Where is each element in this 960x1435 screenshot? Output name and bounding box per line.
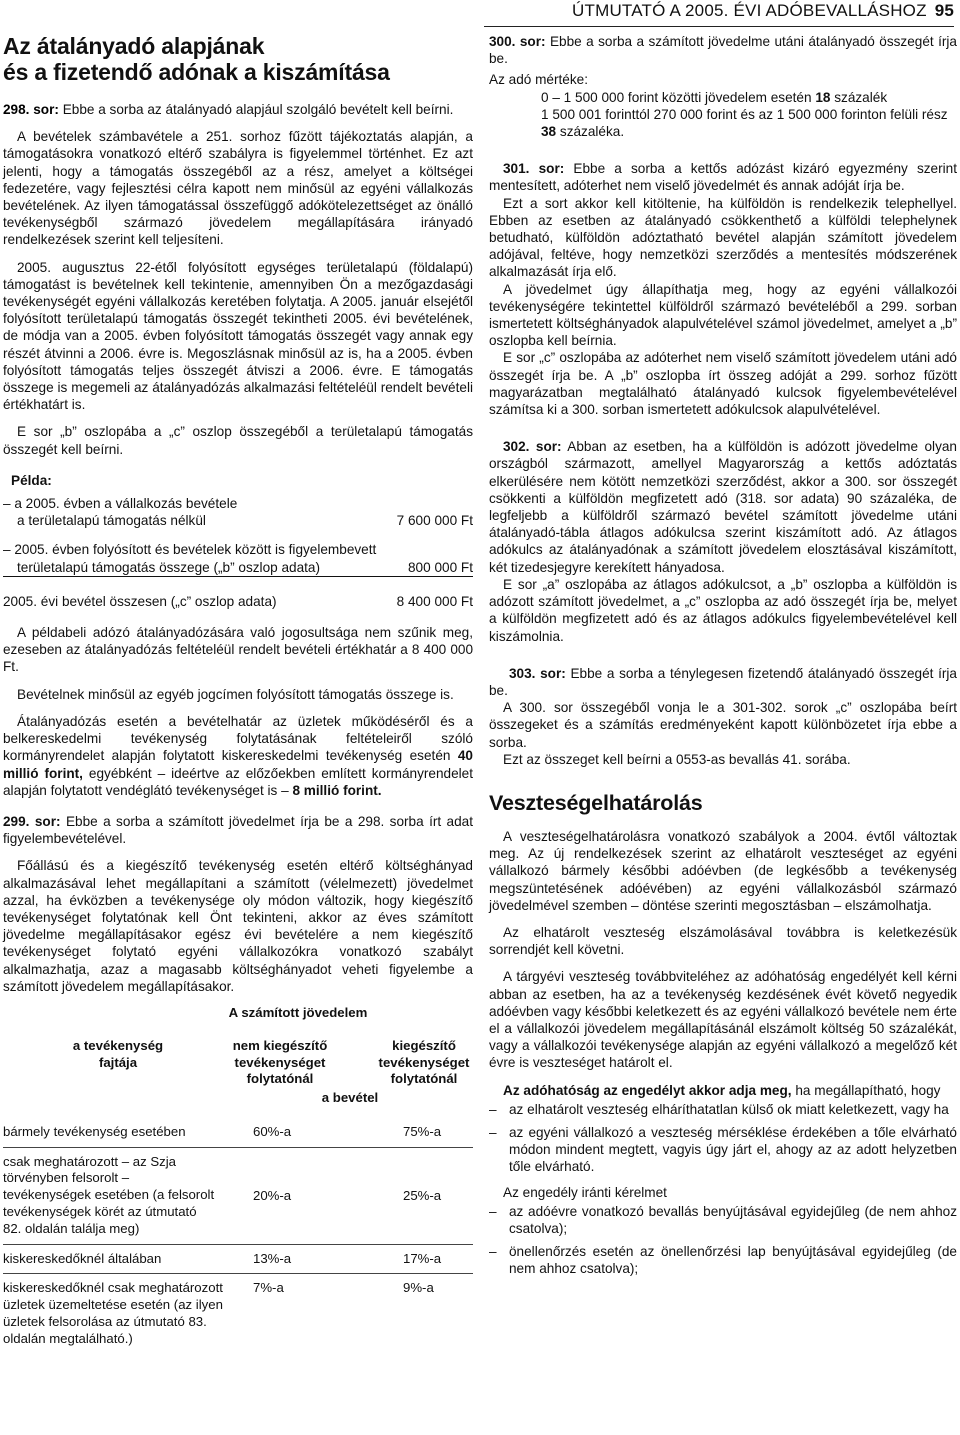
table-header <box>3 1022 473 1118</box>
row-303-label: 303. sor: <box>509 665 566 681</box>
table-row <box>3 1274 473 1353</box>
running-header <box>484 0 954 27</box>
list-item-text: az egyéni vállalkozó a veszteség mérséklése érdekében a tőle elvárható módon mindent megtett, vagyis úgy járt el, ahogy az az adott helyzetben tőle elvárható. <box>509 1124 957 1175</box>
row-302-text: Abban az esetben, ha a külföldön is adózott jövedelme olyan országból származott, amellyel Magyarország a kettős adóztatás elkerülésére nem kötött nemzetközi szerződést, akkor a 300. sor összegét csökkenti a külföldön megfizetett adó (318. sor adata) 90 százaléka, de legfeljebb a külföldről származó bevétel számított jövedelme utáni átalányadó-tábla átlagos adókulcsa szerint kiszámított adó. Az átlagos adókulcs az átalányadónak a számított jövedelem elosztásával kiszámított, két tizedesjegyre kerekített hányadosa. <box>489 439 957 575</box>
table-cell-kieg: 25%-a <box>403 1187 442 1203</box>
header-title: ÚTMUTATÓ A 2005. ÉVI ADÓBEVALLÁSHOZ <box>572 1 927 20</box>
row-301-para-b: A jövedelmet úgy állapíthatja meg, hogy az egyéni vállalkozói tevékenységére tekintettel külföldről származó bevételéből a 299. sorban ismertetett költséghányadok alapulvételével számol jövedelmet, amelyet a „b” oszlopba kell beírnia. <box>489 281 957 349</box>
row-300-label: 300. sor: <box>489 34 546 49</box>
example-sum-row <box>3 593 473 610</box>
bevetelek-paragraph: A bevételek számbavétele a 251. sorhoz fűzött tájékoztatás alapján, a támogatásokra vonatkozó eltérő szabályra is figyelemmel történhet. Ez azt jelenti, hogy a támogatás összegéből az a rész, amelyet a költségei fedezetére, vagy fejlesztési célra kapott nem minősül az egyéni vállalkozás bevételének. Az ilyen támogatással összefüggő adókötelezettséget az önálló tevékenységből származó jövedelem megállapítására irányadó rendelkezések szerint kell teljesíteni. <box>3 129 473 248</box>
bevetelhatar-40m: 40 millió forint, <box>3 748 473 781</box>
row-302-paragraph <box>489 438 957 576</box>
right-column <box>489 33 957 1286</box>
table-cell-nem-kieg: 7%-a <box>253 1280 284 1296</box>
header-nem-kiegeszito: nem kiegészítő tevékenységet folytatónál <box>232 1037 328 1087</box>
row-299-text: Ebbe a sorba a számított jövedelmet írja be a 298. sorba írt adat figyelembevételével. <box>3 813 474 847</box>
table-cell-kieg: 9%-a <box>403 1280 434 1296</box>
row-301-para-c: E sor „c” oszlopába az adóterhet nem viselő számított jövedelem utáni adó összegét írja be. A „b” oszlopba írt összeg adóját a 299. sorhoz fűzött magyarázatban megtalálható átalányadó kulcsok figyelembevételével számítsa ki a 300. sorban ismertetett adókulcsok alapulvételével. <box>489 350 957 418</box>
row-301-paragraph <box>489 160 957 194</box>
row-301-text: Ebbe a sorba a kettős adózást kizáró egyezmény szerint mentesített, adóterhet nem viselő jövedelmét és annak adóját írja be. <box>489 161 958 194</box>
section-title-line-2: és a fizetendő adónak a kiszámítása <box>3 59 390 85</box>
row-301-para-a: Ezt a sort akkor kell kitöltenie, ha külföldön is rendelkezik telephellyel. Ebben az esetben az átalányadó csökkenthető a külföldi telephelynek betudható, külföldön adóztatható bevétel alapján számított jövedelem adójával, feltéve, hogy nemzetközi szerződés a mentesítés módszerének alkalmazását írja elő. <box>489 195 957 280</box>
bevetelhatar-8m: 8 millió forint. <box>292 782 382 798</box>
list-item-text: önellenőrzés esetén az önellenőrzési lap benyújtásával egyidejűleg (de nem ahhoz csatolva); <box>509 1244 957 1277</box>
row-298-paragraph <box>3 101 473 118</box>
table-cell-nem-kieg: 60%-a <box>253 1123 292 1139</box>
bevetelnek-paragraph: Bevételnek minősül az egyéb jogcímen folyósított támogatás összege is. <box>17 686 454 702</box>
row-298-label: 298. sor: <box>3 102 59 117</box>
table-cell-label: bármely tevékenység esetében <box>3 1123 186 1139</box>
example-line-1a: – a 2005. évben a vállalkozás bevétele <box>3 496 238 512</box>
table-caption: A számított jövedelem <box>228 1004 368 1020</box>
condition-list <box>489 1101 957 1176</box>
row-299-paragraph <box>3 813 473 847</box>
example-line-2a: – 2005. évben folyósított és bevételek között is figyelembevett <box>3 542 377 558</box>
example-amount-1: 7 600 000 Ft <box>396 513 473 529</box>
e-sor-paragraph: E sor „b” oszlopába a „c” oszlop összegéből a területalapú támogatás összegét kell beírni. <box>3 424 473 457</box>
table-cell-nem-kieg: 13%-a <box>253 1250 292 1266</box>
example-block <box>3 495 473 610</box>
kerelem-line: Az engedély iránti kérelmet <box>503 1184 667 1200</box>
list-item-text: az adóévre vonatkozó bevallás benyújtásával egyidejűleg (de nem ahhoz csatolva); <box>509 1203 957 1236</box>
cost-ratio-table <box>3 1005 473 1354</box>
row-301-label: 301. sor: <box>503 161 565 177</box>
veszteseg-para-2: Az elhatárolt veszteség elszámolásával továbbra is keletkezésük sorrendjét kell követni. <box>489 924 957 958</box>
tax-rate-line-1 <box>489 89 957 106</box>
example-sum-amount: 8 400 000 Ft <box>396 593 473 609</box>
example-sum-label: 2005. évi bevétel összesen („c” oszlop adata) <box>3 593 277 609</box>
page-number: 95 <box>934 1 954 20</box>
tax-rate-2-unit: százaléka. <box>556 124 625 140</box>
row-302-label: 302. sor: <box>503 439 562 455</box>
foallasu-paragraph: Főállású és a kiegészítő tevékenység esetén eltérő költséghányad alkalmazásával lehet megállapítani a számított (vélelmezett) jövedelmet azzal, ha évközben a tevékenysége oly módon változik, hogy kiegészítő tevékenységet folytatónak kell Önt tekinteni, akkor az éves számított jövedelme megállapításakor egész évi bevételére a nem kiegészítő tevékenységet folytató egyéni vállalkozókra vonatkozó szabályt alkalmazhatja, azaz a magasabb költséghányadot veheti figyelembe a számított jövedelem megállapításakor. <box>3 858 473 994</box>
veszteseg-para-1: A veszteségelhatárolásra vonatkozó szabályok a 2004. évtől változtak meg. Az új rendelkezések szerint az elhatárolt veszteséget az egyéni vállalkozó bármely későbbi adóévben (de legkésőbb a tevékenység megszüntetésének adóévében) az egyéni vállalkozásból származó jövedelmével szemben – döntése szerinti megosztásban – elszámolhatja. <box>489 828 957 913</box>
example-line-1b: a területalapú támogatás nélkül <box>17 513 206 529</box>
veszteseg-para-4-text: ha megállapítható, hogy <box>791 1082 941 1098</box>
bevetelhatar-paragraph <box>3 713 473 799</box>
example-row-2 <box>3 559 473 577</box>
table-row <box>3 1118 473 1148</box>
list-item: – az elhatárolt veszteség elháríthatatlan külső ok miatt keletkezett, vagy ha <box>489 1101 957 1118</box>
table-cell-kieg: 75%-a <box>403 1123 442 1139</box>
left-column <box>3 33 473 1354</box>
row-303-para-b: A 300. sor összegéből vonja le a 301-302. sorok „c” oszlopába beírt összegeket és a számítás eredményeként kapott különbözetet írja ebbe a sorba. <box>489 700 957 750</box>
table-cell-kieg: 17%-a <box>403 1250 442 1266</box>
table-cell-label: csak meghatározott – az Szja törvényben felsorolt – tevékenységek esetében (a felsorolt tevékenységek körét az útmutató 82. oldalán találja meg) <box>3 1153 215 1236</box>
tax-rate-line-2 <box>489 106 957 140</box>
list-item: – önellenőrzés esetén az önellenőrzési lap benyújtásával egyidejűleg (de nem ahhoz csatolva); <box>489 1244 957 1277</box>
veszteseg-para-4-bold: Az adóhatóság az engedélyt akkor adja meg, <box>503 1082 792 1098</box>
example-row-1 <box>3 512 473 529</box>
header-fajta: a tevékenység fajtája <box>72 1037 164 1070</box>
row-302-para-b: E sor „a” oszlopába az átlagos adókulcsot, a „b” oszlopba a külföldön is adózott számított jövedelmet, a „c” oszlopba az adó összegét írja be, melyet a külföldön megfizetett adó és az átlagos adókulcs figyelembevételével kell kiszámolnia. <box>489 576 957 644</box>
row-303-para-c: Ezt az összeget kell beírni a 0553-as bevallás 41. sorába. <box>503 751 851 767</box>
row-299-label: 299. sor: <box>3 813 61 829</box>
peldabeli-paragraph: A példabeli adózó átalányadózására való jogosultsága nem szűnik meg, ezeseben az átalányadózás feltételéül rendelt bevételi értékhatár a 8 400 000 Ft. <box>3 625 473 675</box>
header-kiegeszito: kiegészítő tevékenységet folytatónál <box>378 1037 470 1087</box>
row-303-text: Ebbe a sorba a ténylegesen fizetendő átalányadó összegét írja be. <box>489 665 957 698</box>
table-cell-label: kiskereskedőknél csak meghatározott üzletek üzemeltetése esetén (az ilyen üzletek felsorolása az útmutató 83. oldalán megtalálható.) <box>3 1280 223 1346</box>
example-amount-2: 800 000 Ft <box>408 559 473 575</box>
bevetelhatar-text-c: egyébként – ideértve az előzőekben említett kormányrendelet alapján folytatott vendéglátó tevékenységet is – <box>3 765 474 798</box>
tax-rate-1-text: 0 – 1 500 000 forint közötti jövedelem esetén <box>541 89 816 105</box>
tax-rate-1-unit: százalék <box>830 89 888 105</box>
row-298-text: Ebbe a sorba az átalányadó alapjául szolgáló bevételt kell beírni. <box>58 102 454 117</box>
list-item: – az egyéni vállalkozó a veszteség mérséklése érdekében a tőle elvárható módon mindent megtett, vagyis úgy járt el, ahogy az az adott helyzetben tőle elvárható. <box>489 1124 957 1175</box>
tax-rate-2-value: 38 <box>541 124 557 140</box>
section-title-line-1: Az átalányadó alapjának <box>3 33 265 59</box>
tax-rate-2-text: 1 500 001 forinttól 270 000 forint és az 1 500 000 forinton felüli rész <box>541 106 948 122</box>
example-heading: Példa: <box>11 472 52 488</box>
table-cell-label: kiskereskedőknél általában <box>3 1250 162 1266</box>
list-item-text: az elhatárolt veszteség elháríthatatlan külső ok miatt keletkezett, vagy ha <box>509 1101 949 1117</box>
table-cell-nem-kieg: 20%-a <box>253 1187 292 1203</box>
list-item: – az adóévre vonatkozó bevallás benyújtásával egyidejűleg (de nem ahhoz csatolva); <box>489 1203 957 1236</box>
veszteseg-para-4 <box>489 1082 957 1099</box>
teruletalapu-paragraph: 2005. augusztus 22-étől folyósított egységes területalapú (földalapú) támogatást is bevételnek kell tekintenie, amennyiben Ön a mezőgazdasági tevékenységét egyéni vállalkozás keretében folytatja. A 2005. január elsejétől folyósított területalapú támogatás összegét tekintheti 2005. évi bevételének, de módja van a 2005. évben folyósított támogatás összegét vagy annak egy részét átvinni a 2006. évre is. Megoszlásnak minősül az is, ha a 2005. évben folyósított támogatás teljes összegét átviszi a 2006. évre. E támogatás összege is megemeli az átalányadózás alkalmazási feltételéül rendelt bevételi értékhatárt is. <box>3 259 473 413</box>
row-300-text: Ebbe a sorba a számított jövedelme utáni átalányadó összegét írja be. <box>489 34 957 67</box>
veszteseg-para-3: A tárgyévi veszteség továbbviteléhez az adóhatóság engedélyét kell kérni abban az esetben, ha az a tevékenység kezdésének évét követő negyedik adóévben vagy későbbi keletkezett és az egyéni vállalkozó bevétele nem érte el a vállalkozói jövedelem megállapításánál elszámolt költség 50 százalékát, vagy a vállalkozói tevékenysége alapján az egyéni vállalkozó a megelőző két évre is veszteséget határolt el. <box>489 969 957 1071</box>
tax-rate-heading: Az adó mértéke: <box>489 72 588 88</box>
tax-rate-1-value: 18 <box>815 89 831 105</box>
table-row <box>3 1148 473 1245</box>
header-bevetel: a bevétel <box>321 1089 379 1105</box>
row-303-paragraph <box>489 665 957 699</box>
veszteseg-heading: Veszteségelhatárolás <box>489 790 703 815</box>
table-row <box>3 1245 473 1275</box>
bevetelhatar-text-a: Átalányadózás esetén a bevételhatár az üzletek működéséről és a belkereskedelmi tevékenység folytatásának feltételeiről szóló kormányrendelet alapján folytatott kiskereskedelmi tevékenység esetén <box>3 713 473 764</box>
submission-list <box>489 1203 957 1278</box>
row-300-paragraph <box>489 33 957 67</box>
section-title <box>3 33 473 85</box>
example-line-2b: területalapú támogatás összege („b” oszlop adata) <box>17 559 321 575</box>
